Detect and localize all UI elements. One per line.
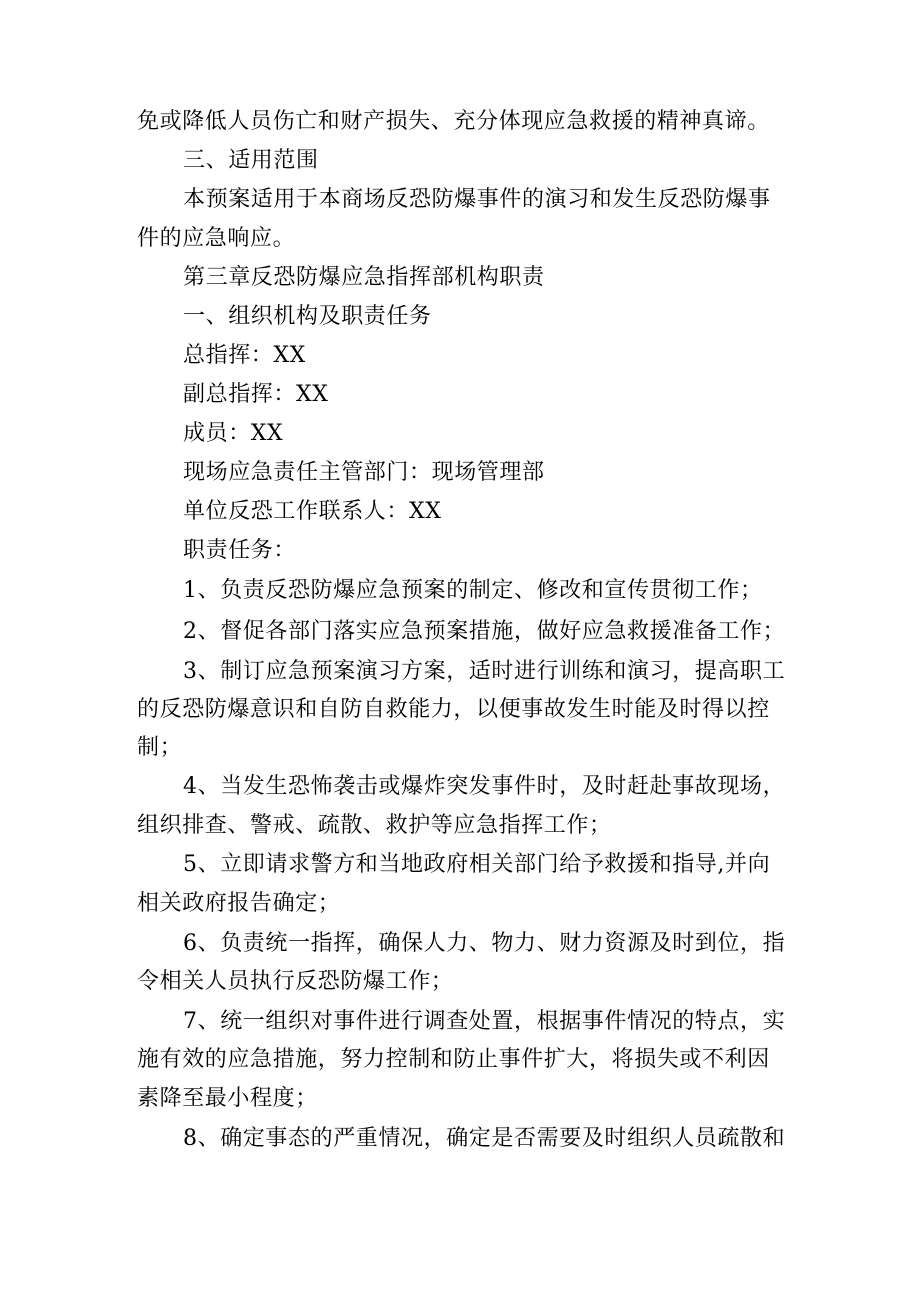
list-item: 2、督促各部门落实应急预案措施，做好应急救援准备工作；: [183, 619, 786, 644]
text-line: 总指挥：XX: [183, 343, 306, 368]
section-heading: 一、组织机构及职责任务: [183, 304, 432, 329]
list-item-continuation: 相关政府报告确定；: [137, 891, 341, 916]
list-item-continuation: 组织排查、警戒、疏散、救护等应急指挥工作；: [137, 813, 612, 838]
list-item: 4、当发生恐怖袭击或爆炸突发事件时，及时赶赴事故现场，: [183, 774, 786, 799]
text-line: 成员：XX: [183, 421, 284, 446]
text-line: 本预案适用于本商场反恐防爆事件的演习和发生反恐防爆事: [183, 187, 771, 212]
text-line: 单位反恐工作联系人：XX: [183, 499, 442, 524]
list-item: 5、立即请求警方和当地政府相关部门给予救援和指导,并向: [183, 852, 771, 877]
list-item-continuation: 制；: [137, 735, 183, 760]
list-item: 6、负责统一指挥，确保人力、物力、财力资源及时到位，指: [183, 931, 786, 956]
chapter-heading: 第三章反恐防爆应急指挥部机构职责: [183, 265, 545, 290]
section-heading: 三、适用范围: [183, 148, 319, 173]
text-line: 免或降低人员伤亡和财产损失、充分体现应急救援的精神真谛。: [137, 109, 770, 134]
list-item: 7、统一组织对事件进行调查处置，根据事件情况的特点，实: [183, 1009, 786, 1034]
list-item-continuation: 的反恐防爆意识和自防自救能力，以便事故发生时能及时得以控: [137, 697, 770, 722]
text-line: 现场应急责任主管部门：现场管理部: [183, 460, 545, 485]
text-line: 职责任务：: [183, 538, 297, 563]
list-item-continuation: 施有效的应急措施，努力控制和防止事件扩大，将损失或不利因: [137, 1047, 770, 1072]
text-line: 件的应急响应。: [137, 226, 296, 251]
list-item: 3、制订应急预案演习方案，适时进行训练和演习，提高职工: [183, 659, 786, 684]
list-item-continuation: 素降至最小程度；: [137, 1086, 318, 1111]
list-item-continuation: 令相关人员执行反恐防爆工作；: [137, 969, 454, 994]
text-line: 副总指挥：XX: [183, 382, 329, 407]
list-item: 1、负责反恐防爆应急预案的制定、修改和宣传贯彻工作；: [183, 578, 763, 603]
list-item: 8、确定事态的严重情况，确定是否需要及时组织人员疏散和: [183, 1126, 786, 1151]
